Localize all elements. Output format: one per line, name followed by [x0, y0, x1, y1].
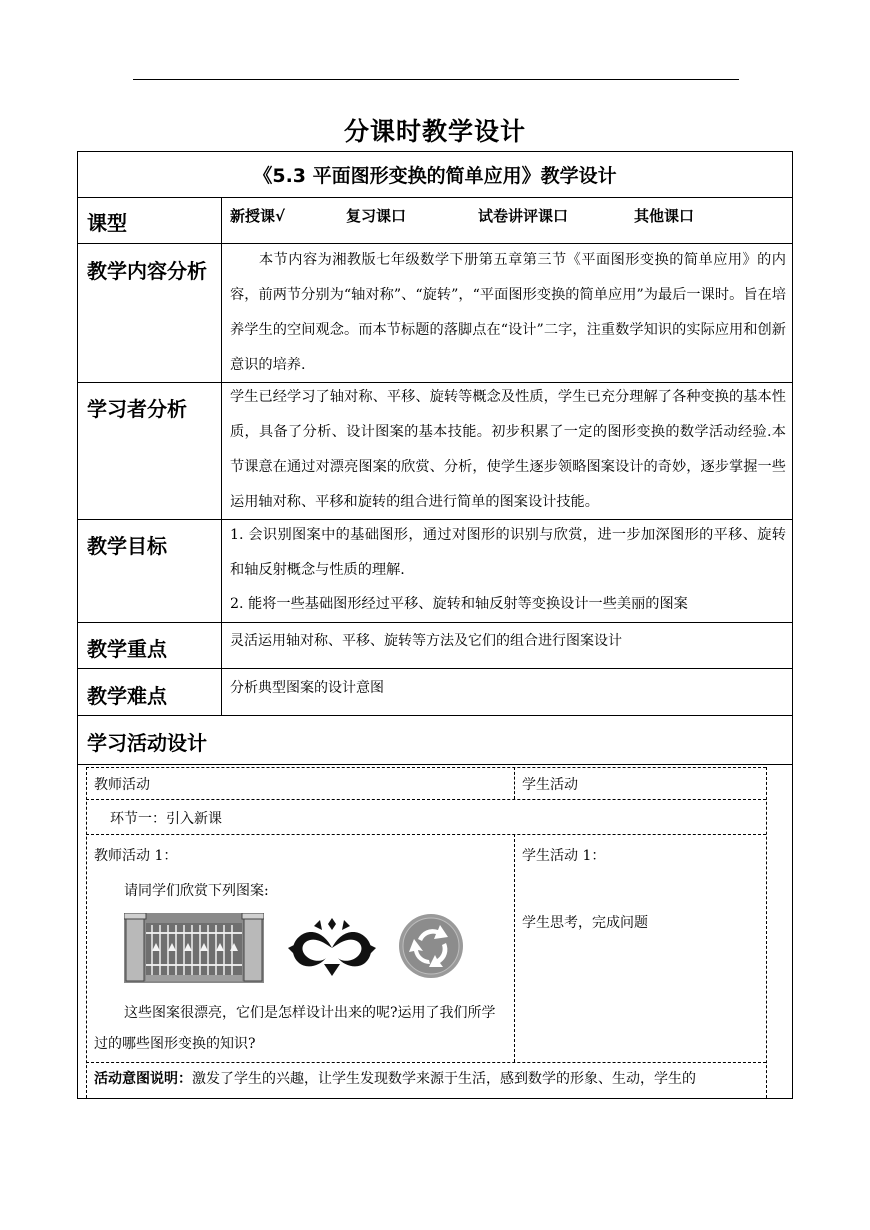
objectives-label: 教学目标 [87, 534, 167, 558]
section-title: 环节一：引入新课 [110, 811, 222, 827]
teacher-question: 这些图案很漂亮，它们是怎样设计出来的呢?运用了我们所学过的哪些图形变换的知识? [94, 1005, 496, 1052]
course-type-label: 课型 [87, 211, 127, 235]
learner-analysis-text: 学生已经学习了轴对称、平移、旋转等概念及性质，学生已充分理解了各种变换的基本性质，具备了分析、设计图案的基本技能。初步积累了一定的图形变换的数学活动经验.本节课意在通过对漂亮图案的欣赏、分析，使学生逐步领略图案设计的奇妙，逐步掌握一些运用轴对称、平移和旋转的组合进行简单的图案设计技能。 [230, 389, 786, 510]
row-divider [77, 668, 793, 669]
key-points-label: 教学重点 [87, 637, 167, 661]
content-analysis-text: 本节内容为湘教版七年级数学下册第五章第三节《平面图形变换的简单应用》的内容，前两节分别为“轴对称”、“旋转”，“平面图形变换的简单应用”为最后一课时。旨在培养学生的空间观念。而本节标题的落脚点在“设计”二字，注重数学知识的实际应用和创新意识的培养. [230, 252, 786, 373]
objective-item: 2. 能将一些基础图形经过平移、旋转和轴反射等变换设计一些美丽的图案 [230, 596, 688, 612]
rotation-sign-image [398, 913, 464, 979]
key-points-text: 灵活运用轴对称、平移、旋转等方法及它们的组合进行图案设计 [230, 633, 622, 649]
course-type-review: 复习课口 [346, 207, 407, 225]
inner-dashed-line [86, 1062, 766, 1063]
lesson-title: 《5.3 平面图形变换的简单应用》教学设计 [253, 165, 617, 187]
inner-dashed-line [514, 834, 515, 1062]
teacher-activity-header: 教师活动 [94, 777, 150, 793]
row-divider [77, 197, 793, 198]
inner-dashed-line [86, 767, 766, 768]
course-type-other: 其他课口 [634, 207, 695, 225]
difficulties-text: 分析典型图案的设计意图 [230, 680, 384, 696]
inner-dashed-line [86, 834, 766, 835]
course-type-exam-review: 试卷讲评课口 [478, 207, 569, 225]
row-divider [77, 622, 793, 623]
difficulties-label: 教学难点 [87, 684, 167, 708]
intent-label: 活动意图说明： [94, 1071, 192, 1087]
inner-dashed-line [766, 767, 767, 1098]
inner-dashed-line [86, 767, 87, 1098]
row-divider [77, 715, 793, 716]
student-response: 学生思考，完成问题 [522, 915, 648, 931]
inner-dashed-line [86, 799, 766, 800]
intent-note [94, 1068, 696, 1088]
page-title: 分课时教学设计 [343, 117, 526, 146]
teacher-prompt: 请同学们欣赏下列图案: [124, 883, 269, 899]
activity-design-label: 学习活动设计 [87, 731, 207, 755]
student-activity-title: 学生活动 1： [522, 848, 606, 864]
student-activity-header: 学生活动 [522, 777, 578, 793]
fence-image [124, 913, 264, 983]
content-analysis-label: 教学内容分析 [87, 259, 207, 283]
header-rule [133, 79, 739, 80]
row-divider [77, 764, 793, 765]
intent-text: 激发了学生的兴趣，让学生发现数学来源于生活，感到数学的形象、生动，学生的 [192, 1071, 696, 1087]
teacher-activity-title: 教师活动 1： [94, 848, 178, 864]
objective-item: 1. 会识别图案中的基础图形，通过对图形的识别与欣赏，进一步加深图形的平移、旋转和轴反射概念与性质的理解. [230, 527, 786, 578]
course-type-new: 新授课√ [230, 207, 286, 225]
inner-dashed-line [514, 767, 515, 799]
column-divider [221, 197, 222, 715]
learner-analysis-label: 学习者分析 [87, 397, 187, 421]
symmetric-fish-image [284, 918, 380, 978]
